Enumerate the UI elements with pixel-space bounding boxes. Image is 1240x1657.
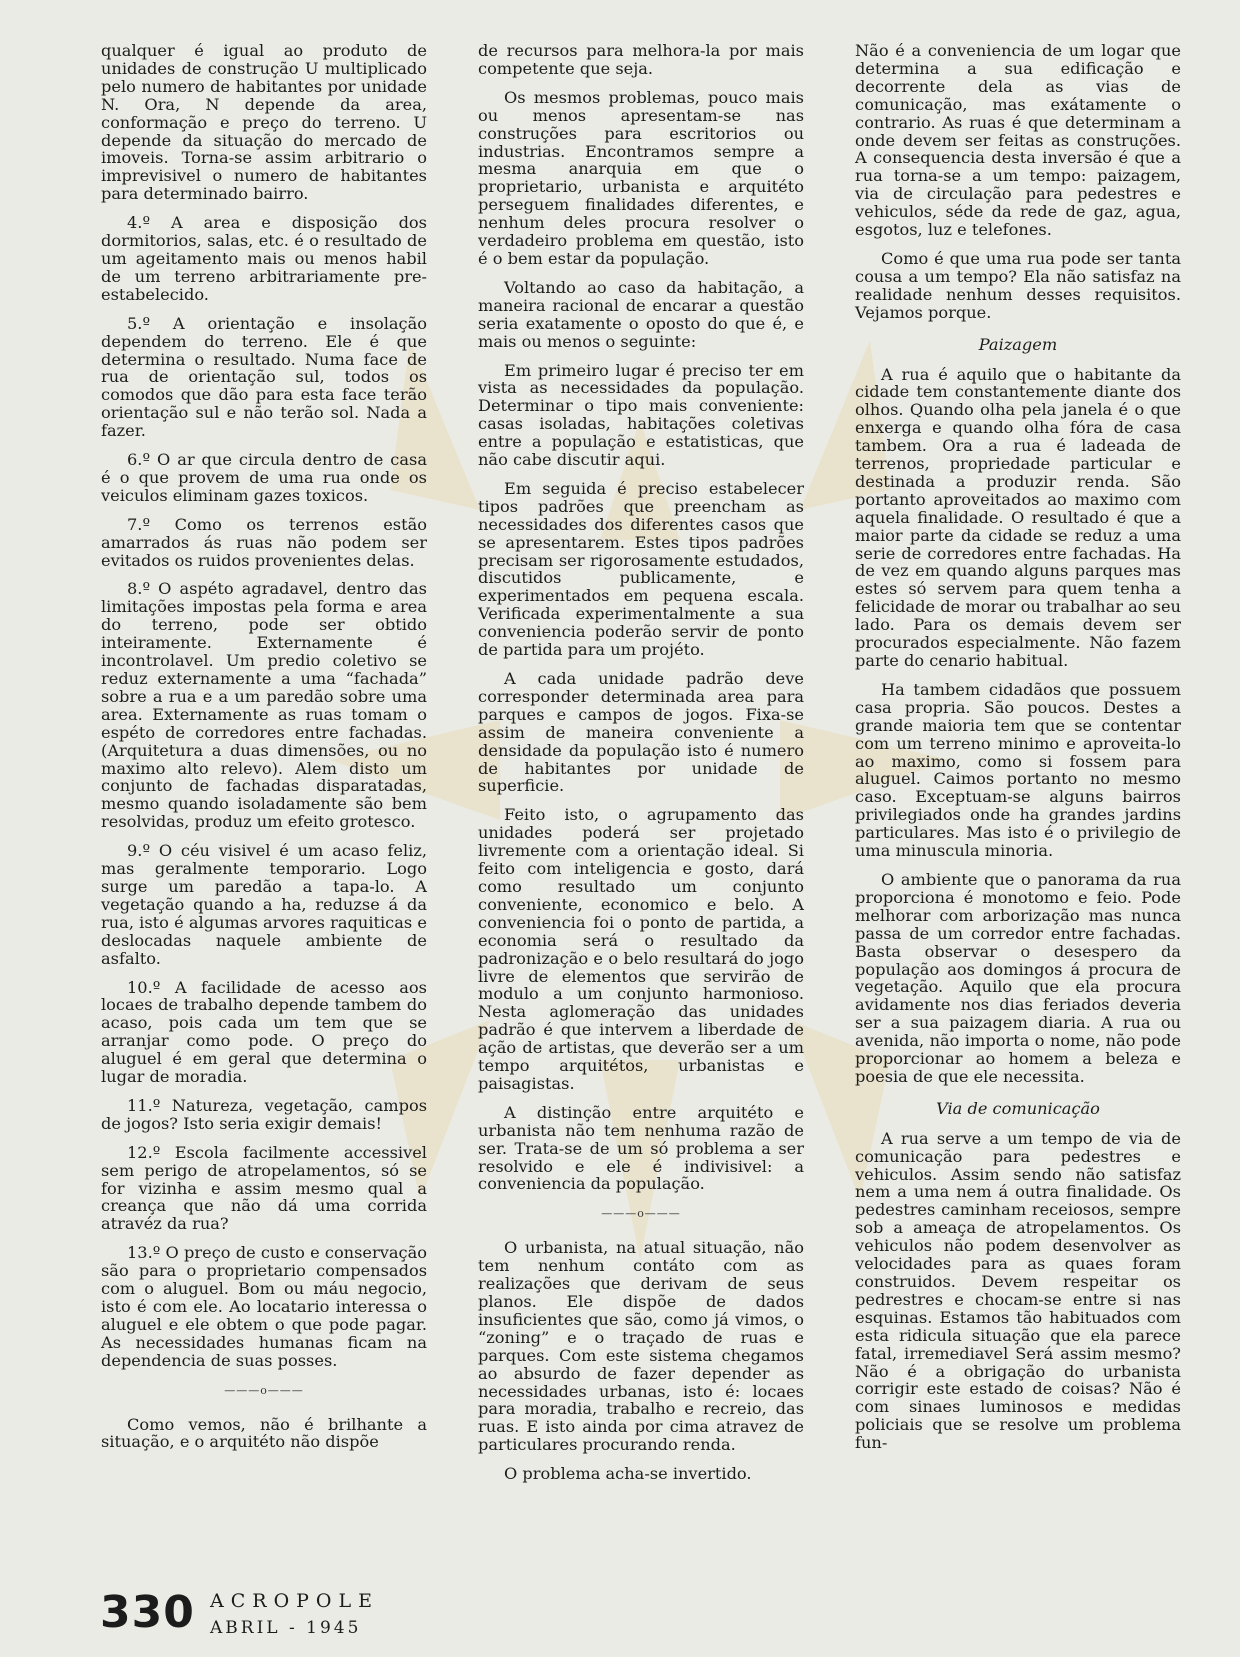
paragraph: Ha tambem cidadãos que possuem casa propria. São poucos. Destes a grande maioria tem que se contentar com um terreno minimo e aproveita-lo ao maximo, como si fossem para aluguel. Caimos portanto no mesmo caso. Exceptuam-se alguns bairros privilegiados onde ha grandes jardins particulares. Mas isto é o privilegio de uma minuscula minoria. xyxy=(855,679,1181,861)
paragraph: 12.º Escola facilmente accessivel sem perigo de atropelamentos, só se for vizinha e assim mesmo qual a creança que não dá uma corrida atravéz da rua? xyxy=(101,1142,427,1234)
separator: ———o——— xyxy=(224,1383,304,1397)
paragraph: Voltando ao caso da habitação, a maneira racional de encarar a questão seria exatamente o oposto do que é, e mais ou menos o seguinte: xyxy=(478,277,804,351)
paragraph: 6.º O ar que circula dentro de casa é o que provem de uma rua onde os veiculos eliminam gazes toxicos. xyxy=(101,450,427,505)
paragraph: 8.º O aspéto agradavel, dentro das limitações impostas pela forma e area do terreno, pode ser obtido inteiramente. Externamente é incontrolavel. Um predio coletivo se reduz externamente a uma “fachada” sobre a rua e a um paredão sobre uma area. Externamente as ruas tomam o espéto de corredores entre fachadas. (Arquitetura a duas dimensões, ou no maximo alto relevo). Alem disto um conjunto de fachadas disparatadas, mesmo quando isoladamente são bem resolvidas, produz um efeito grotesco. xyxy=(101,579,427,832)
column-2 xyxy=(478,42,804,1494)
separator: ———o——— xyxy=(601,1207,681,1221)
paragraph: 13.º O preço de custo e conservação são para o proprietario compensados com o aluguel. Bom ou máu negocio, isto é com ele. Ao locatario interessa o aluguel e ele obtem o que pode pagar. As necessidades humanas ficam na dependencia de suas posses. xyxy=(101,1243,427,1370)
paragraph: A rua é aquilo que o habitante da cidade tem constantemente diante dos olhos. Quando olha pela janela é o que enxerga e quando olha fóra de casa tambem. Ora a rua é ladeada de terrenos, propriedade particular e destinada a produzir renda. São portanto aproveitados ao maximo com aquela finalidade. O resultado é que a maior parte da cidade se reduz a uma serie de corredores entre fachadas. Ha de vez em quando alguns parques mas estes só servem para quem tenha a felicidade de morar ou trabalhar ao seu lado. Para os demais devem ser procurados especialmente. Não fazem parte do cenario habitual. xyxy=(855,364,1181,670)
paragraph: A distinção entre arquitéto e urbanista não tem nenhuma razão de ser. Trata-se de um só problema a ser resolvido e ele é indivisivel: a conveniencia da população. xyxy=(478,1102,804,1194)
paragraph: Em seguida é preciso estabelecer tipos padrões que preencham as necessidades dos diferentes casos que se apresentarem. Estes tipos padrões precisam ser rigorosamente estudados, discutidos publicamente, e experimentados em pequena escala. Verificada experimentalmente a sua conveniencia poderão servir de ponto de partida para um projéto. xyxy=(478,478,804,660)
paragraph: Em primeiro lugar é preciso ter em vista as necessidades da população. Determinar o tipo mais conveniente: casas isoladas, habitações coletivas entre a população e estatisticas, que não cabe discutir aqui. xyxy=(478,360,804,470)
paragraph: Não é a conveniencia de um logar que determina a sua edificação e decorrente dela as vias de comunicação, mas exátamente o contrario. As ruas é que determinam a onde devem ser feitas as construções. A consequencia desta inversão é que a rua torna-se a um tempo: paizagem, via de circulação para pedestres e vehiculos, séde da rede de gaz, agua, esgotos, luz e telefones. xyxy=(855,41,1181,240)
paragraph: O problema acha-se invertido. xyxy=(504,1464,752,1484)
paragraph: Feito isto, o agrupamento das unidades poderá ser projetado livremente com a orientação ideal. Si feito com inteligencia e gosto, dará como resultado um conjunto conveniente, economico e belo. A conveniencia foi o ponto de partida, a economia será o resultado da padronização e o belo resultará do jogo livre de elementos que servirão de modulo a um conjunto harmonioso. Nesta aglomeração das unidades padrão é que intervem a liberdade de ação de artistas, que deverão ser a um tempo arquitétos, urbanistas e paisagistas. xyxy=(478,805,804,1093)
paragraph: A rua serve a um tempo de via de comunicação para pedestres e vehiculos. Assim sendo não satisfaz nem a uma nem á outra finalidade. Os pedestres caminham receiosos, sempre sob a ameaça de atropelamentos. Os vehiculos não podem desenvolver as velocidades para as quaes foram construidos. Devem respeitar os pedrestres e chocam-se entre si nas esquinas. Estamos tão habituados com esta ridicula situação que ela parece fatal, irremediavel Será assim mesmo? Não é a obrigação do urbanista corrigir este estado de coisas? Não é com sinaes luminosos e medidas policiais que se resolve um problema fun- xyxy=(855,1128,1181,1453)
page-number: 330 xyxy=(100,1587,195,1638)
paragraph: 4.º A area e disposição dos dormitorios, salas, etc. é o resultado de um ageitamento mais ou menos habil de um terreno arbitrariamente pre-estabelecido. xyxy=(101,213,427,304)
paragraph: qualquer é igual ao produto de unidades de construção U multiplicado pelo numero de habitantes por unidade N. Ora, N depende da area, conformação e preço do terreno. U depende da situação do mercado de imoveis. Torna-se assim arbitrario o imprevisivel o numero de habitantes para determinado bairro. xyxy=(101,41,427,204)
magazine-title: ACROPOLE xyxy=(210,1590,379,1612)
paragraph: A cada unidade padrão deve corresponder determinada area para parques e campos de jogos. Fixa-se assim de maneira conveniente a densidade da população isto é numero de habitantes por unidade de superficie. xyxy=(478,669,804,796)
section-heading: Via de comunicação xyxy=(936,1098,1100,1118)
paragraph: 7.º Como os terrenos estão amarrados ás ruas não podem ser evitados os ruidos provenientes delas. xyxy=(101,514,427,570)
paragraph: 10.º A facilidade de acesso aos locaes de trabalho depende tambem do acaso, pois cada um tem que se arranjar como pode. O preço do aluguel é em geral que determina o lugar de moradia. xyxy=(101,977,427,1087)
paragraph: 9.º O céu visivel é um acaso feliz, mas geralmente temporario. Logo surge um paredão a tapa-lo. A vegetação quando a ha, reduzse á da rua, isto é algumas arvores raquiticas e deslocadas naquele ambiente de asfalto. xyxy=(101,841,427,968)
section-heading: Paizagem xyxy=(978,334,1058,354)
paragraph: O ambiente que o panorama da rua proporciona é monotomo e feio. Pode melhorar com arborização mas nunca passa de um corredor entre fachadas. Basta observar o desespero da população aos domingos á procura de vegetação. Aquilo que ela procura avidamente nos dias feriados deveria ser a sua paizagem diaria. A rua ou avenida, não importa o nome, não pode proporcionar ao homem a beleza e poesia de que ele necessita. xyxy=(855,869,1181,1086)
paragraph: O urbanista, na atual situação, não tem nenhum contáto com as realizações que derivam de seus planos. Ele dispõe de dados insuficientes que são, como já vimos, o “zoning” e o traçado de ruas e parques. Com este sistema chegamos ao absurdo de fazer depender as necessidades urbanas, isto é: locaes para moradia, trabalho e recreio, das ruas. E isto ainda por cima atravez de particulares procurando renda. xyxy=(478,1238,804,1455)
paragraph: Como é que uma rua pode ser tanta cousa a um tempo? Ela não satisfaz na realidade nenhum desses requisitos. Vejamos porque. xyxy=(855,248,1181,322)
column-3 xyxy=(855,42,1181,1463)
column-1 xyxy=(101,42,427,1462)
paragraph: Os mesmos problemas, pouco mais ou menos apresentam-se nas construções para escritorios ou industrias. Encontramos sempre a mesma anarquia em que o proprietario, urbanista e arquitéto perseguem finalidades diferentes, e nenhum deles procura resolver o verdadeiro problema em questão, isto é o bem estar da população. xyxy=(478,87,804,268)
paragraph: 11.º Natureza, vegetação, campos de jogos? Isto seria exigir demais! xyxy=(101,1095,427,1133)
paragraph: 5.º A orientação e insolação dependem do terreno. Ele é que determina o resultado. Numa face de rua de orientação sul, todos os comodos que dão para esta face terão orientação sul e não terão sol. Nada a fazer. xyxy=(101,313,427,441)
paragraph: Como vemos, não é brilhante a situação, e o arquitéto não dispõe xyxy=(101,1414,427,1452)
issue-date: ABRIL - 1945 xyxy=(210,1618,362,1638)
paragraph: de recursos para melhora-la por mais competente que seja. xyxy=(478,41,804,78)
